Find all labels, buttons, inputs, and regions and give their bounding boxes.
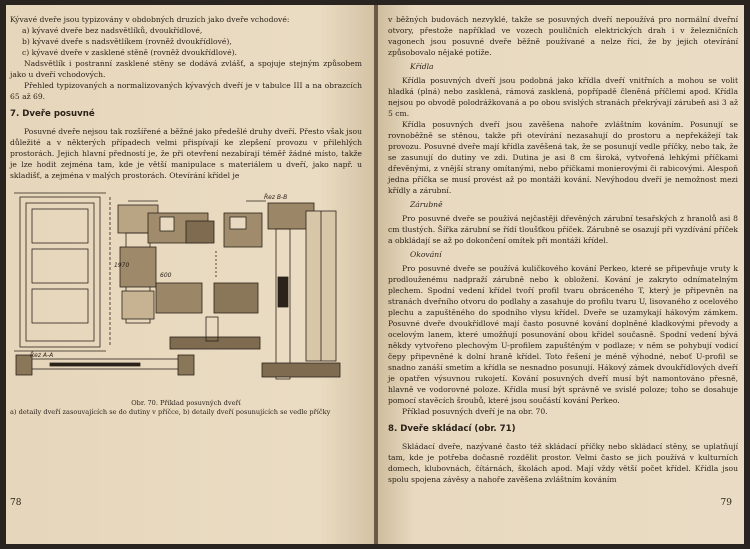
- label-dim-a: 1970: [114, 262, 130, 269]
- figure-caption: [10, 399, 362, 417]
- page-number-right: 79: [720, 498, 732, 508]
- paragraph-posuvne: Posuvné dveře nejsou tak rozšířené a běžné jako předešlé druhy dveří. Přesto však jsou důležité a v některých případech velmi přispívají ke zlepšení provozu v přilehlých prostorách. Jejich hlavní předností je, že při otevření nezabírají téměř žádné místo, takže je lze hodit zejména tam, kde je větší manipulace s materiálem u dveří, jako např. u skladišť, a zejména v malých prostorách. Otevírání křídel je: [10, 127, 362, 180]
- paragraph-top: v běžných budovách nezvyklé, takže se posuvných dveří nepoužívá pro normální dveřní otvory, přestože například ve vozech pouličních elektrických drah i v železničních vagonech jsou posuvné dveře běžně používané a nelze říci, že by jejich otevírání způsobovalo nějaké potíže.: [388, 15, 738, 57]
- subheading-kridla: Křídla: [410, 62, 434, 71]
- label-section-aa: Řez A-A: [30, 352, 54, 359]
- left-page: [6, 5, 374, 544]
- page-number-left: 78: [10, 498, 22, 508]
- intro-line-3: b) kývavé dveře s nadsvětlíkem (rovněž dvoukřídlové),: [22, 37, 232, 46]
- label-dim-b: 600: [160, 272, 172, 279]
- technical-drawing: [10, 187, 362, 397]
- right-page: [378, 5, 744, 544]
- section-heading-sliding-doors: 7. Dveře posuvné: [10, 109, 95, 119]
- intro-line-4: c) kývavé dveře v zasklené stěně (rovněž dvoukřídlové).: [22, 48, 237, 57]
- paragraph-kridla-2: Křídla posuvných dveří jsou zavěšena nahoře zvláštním kováním. Posunují se rovnoběžně se stěnou, takže při otevírání nezasahují do prostoru a nepřekážejí tak provozu. Posuvné dveře mají křídla zavěšená tak, že se posunují vedle příčky, nebo tak, že se zasunují do dutiny ve zdi. Dutina je asi 8 cm široká, vytvořená lehkými příčkami dřevěnými, z vnější strany omítanými, nebo příčkami monierovými či rabicovými. Alespoň jedna příčka se musí provést až po montáži kování. Nevýhodou dveří je nemožnost mezi křídly a zárubní.: [388, 120, 738, 195]
- paragraph-kovani-2: Příklad posuvných dveří je na obr. 70.: [402, 407, 548, 416]
- intro-line-1: Kývavé dveře jsou typizovány v obdobných druzích jako dveře vchodové:: [10, 15, 290, 24]
- paragraph-prehled: Přehled typizovaných a normalizovaných kývavých dveří je v tabulce III a na obrazcích 65 až 69.: [10, 81, 362, 101]
- caption-detail: a) detaily dveří zasouvajících se do dutiny v příčce, b) detaily dveří posunujících se vedle příčky: [10, 408, 331, 416]
- subheading-zarubne: Zárubně: [410, 200, 443, 209]
- paragraph-kridla-1: Křídla posuvných dveří jsou podobná jako křídla dveří vnitřních a mohou se volit hladká (plná) nebo zasklená, rámová zasklená, popřípadě členěná příčlemi apod. Křídla nejsou po obvodě polodrážkovaná a po obou svislých stranách překrývají zárubeň asi 3 až 5 cm.: [388, 76, 738, 118]
- figure-70-drawing: [10, 187, 362, 397]
- paragraph-skladaci: Skládací dveře, nazývané často též skládací příčky nebo skládací stěny, se uplatňují tam, kde je potřeba dočasně rozdělit prostor. Velmi často se jich používá v kulturních domech, klubovnách, čítárnách, školách apod. Mají vždy větší počet křídel. Křídla jsou spolu spojena závěsy a nahoře zavěšena zvláštním kováním: [388, 442, 738, 484]
- intro-line-2: a) kývavé dveře bez nadsvětlíků, dvoukřídlové,: [22, 26, 203, 35]
- subheading-kovani: Okování: [410, 250, 442, 259]
- caption-title: Obr. 70. Příklad posuvných dveří: [131, 399, 241, 407]
- paragraph-nadsvetlik: Nadsvětlík i postranní zasklené stěny se dodává zvlášť, a spojuje stejným způsobem jako u dveří vchodových.: [10, 59, 362, 79]
- paragraph-kovani-1: Pro posuvné dveře se používá kuličkového kování Perkeo, které se připevňuje vruty k prodlouženému nadpraží zárubně nebo k obložení. Kování je zakryto odnímatelným plechem. Spodní vedení křídel tvoří profil tvaru obráceného T, který je připevněn na stranách dveřního otvoru do podlahy a zasahuje do profilu tvaru U, lisovaného z ocelového plechu a zapuštěného do spodního vlysu křídel. Dveře se uzamykají hákovým zámkem. Posuvné dveře dvoukřídlové mají často posuvné kování doplněné kladkovými převody a ocelovým lanem, které umožňují posunování obou křídel současně. Spodní vedení bývá někdy vytvořeno plechovým U-profilem zapuštěným v podlaze; v něm se pohybují vodicí čepy připevněné k dolní hraně křídel. Toto řešení je méně výhodné, neboť U-profil se snadno zanáší smetím a křídla se nesnadno posunují. Hákový zámek dvoukřídlových dveří je opatřen výsuvnou rukojetí. Kování posuvných dveří musí být namontováno přesně, hlavně ve vodorovné poloze. Křídla musí být správně ve svislé poloze; toho se dosahuje pomocí stavěcích šroubů, které jsou součástí kování Perkeo.: [388, 264, 738, 405]
- label-section-bb: Řez B-B: [264, 194, 288, 201]
- section-heading-folding-doors: 8. Dveře skládací (obr. 71): [388, 424, 516, 434]
- paragraph-zarubne: Pro posuvné dveře se používá nejčastěji dřevěných zárubní tesařských z hranolů asi 8 cm tlustých. Šířka zárubní se řídí tloušťkou příček. Zárubně se osazují při vyzdívání příček a obkládají se až po dokončení omítek při montáži křídel.: [388, 214, 738, 245]
